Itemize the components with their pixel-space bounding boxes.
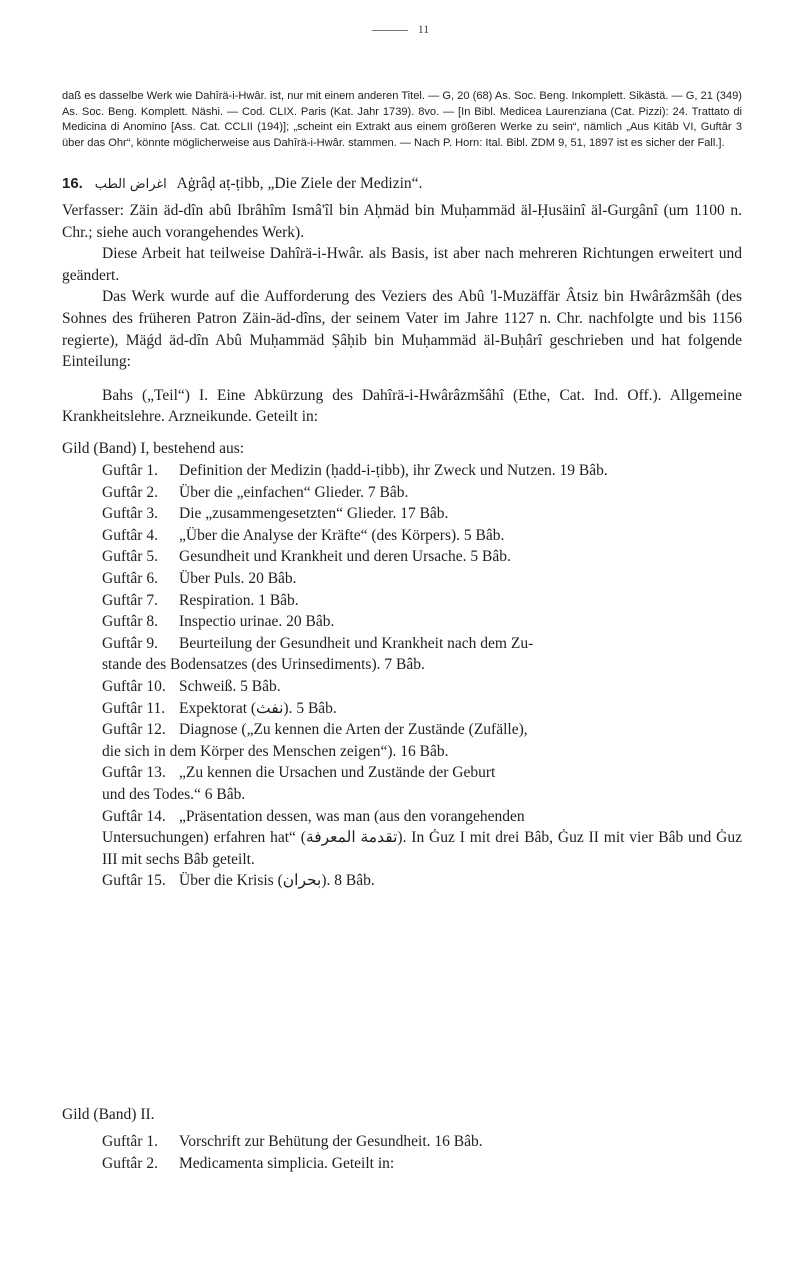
list-item-continuation: die sich in dem Körper des Menschen zeigen“). 16 Bâb. bbox=[102, 742, 449, 760]
list-item bbox=[102, 482, 742, 504]
list-item-text: Respiration. 1 Bâb. bbox=[179, 591, 299, 609]
list-item-label: Guftâr 15. bbox=[102, 872, 166, 890]
entry-arabic-title: اغراض الطب bbox=[94, 177, 167, 192]
page-number-rule bbox=[372, 30, 408, 31]
list-item-text: Schweiß. 5 Bâb. bbox=[179, 677, 281, 695]
list-item bbox=[102, 633, 742, 655]
list-item-text: „Über die Analyse der Kräfte“ (des Körpers). 5 Bâb. bbox=[179, 526, 505, 544]
list-item-label: Guftâr 5. bbox=[102, 548, 158, 566]
list-item-continuation: stande des Bodensatzes (des Urinsediments). 7 Bâb. bbox=[102, 656, 425, 674]
list-item-text: Diagnose („Zu kennen die Arten der Zustände (Zufälle), bbox=[179, 721, 528, 739]
list-item bbox=[102, 1153, 742, 1175]
list-item bbox=[102, 590, 742, 612]
entry-title: Aġrâḍ aṭ-ṭibb, „Die Ziele der Medizin“. bbox=[176, 175, 423, 192]
list-item bbox=[102, 503, 742, 525]
list-item-continuation: und des Todes.“ 6 Bâb. bbox=[102, 785, 246, 803]
list-item bbox=[102, 1131, 742, 1153]
entry-number: 16. bbox=[62, 175, 83, 192]
list-item-label: Guftâr 6. bbox=[102, 569, 158, 587]
list-item-label: Guftâr 1. bbox=[102, 1133, 158, 1150]
gild1-list bbox=[102, 460, 742, 892]
origin-paragraph: Das Werk wurde auf die Aufforderung des Veziers des Abû 'l-Muzäffär Âtsiz bin Hwârâzmšâh (des Sohnes des früheren Patron Zäin-äd-dîns, der seinem Vater im Jahre 1127 n. Chr. nachfolgte und bis 1156 regierte), Mäǵd äd-dîn Abû Muḥammäd Ṣâḥib bin Muḥammäd äl-Buḥârî geschrieben und hat folgende Einteilung: bbox=[62, 288, 742, 371]
bahs-paragraph: Bahs („Teil“) I. Eine Abkürzung des Dahîrä-i-Hwârâzmšâhî (Ethe, Cat. Ind. Off.). Allgemeine Krankheitslehre. Arzneikunde. Geteilt in: bbox=[62, 386, 742, 426]
list-item bbox=[102, 806, 742, 828]
gild2-heading: Gild (Band) II. bbox=[62, 1106, 155, 1123]
list-item bbox=[102, 698, 742, 720]
list-item-text: Gesundheit und Krankheit und deren Ursache. 5 Bâb. bbox=[179, 548, 511, 566]
list-item-label: Guftâr 8. bbox=[102, 613, 158, 631]
author-paragraph: Verfasser: Zäin äd-dîn abû Ibrâhîm Ismâ'îl bin Aḥmäd bin Muḥammäd äl-Ḥusäinî äl-Gurgânî (um 1100 n. Chr.; siehe auch vorangehendes Werk). bbox=[62, 202, 742, 241]
list-item-text: Inspectio urinae. 20 Bâb. bbox=[179, 613, 335, 631]
list-item bbox=[102, 762, 742, 784]
list-item-text: Über die Krisis (بحران). 8 Bâb. bbox=[179, 872, 375, 890]
list-item-label: Guftâr 11. bbox=[102, 699, 166, 717]
list-item bbox=[102, 546, 742, 568]
list-item-text: Expektorat (نفث). 5 Bâb. bbox=[179, 699, 337, 717]
list-item-label: Guftâr 2. bbox=[102, 1154, 158, 1172]
list-item-text: Beurteilung der Gesundheit und Krankheit nach dem Zu- bbox=[179, 634, 534, 652]
list-item bbox=[102, 870, 742, 892]
list-item-label: Guftâr 14. bbox=[102, 807, 166, 825]
list-item bbox=[102, 568, 742, 590]
list-item-text: „Zu kennen die Ursachen und Zustände der Geburt bbox=[179, 764, 496, 782]
page-number bbox=[0, 22, 801, 37]
list-item-label: Guftâr 13. bbox=[102, 764, 166, 782]
list-item-label: Guftâr 9. bbox=[102, 634, 158, 652]
list-item-text: Über Puls. 20 Bâb. bbox=[179, 569, 297, 587]
list-item-text: „Präsentation dessen, was man (aus den vorangehenden bbox=[179, 807, 525, 825]
list-item-label: Guftâr 12. bbox=[102, 721, 166, 739]
gild1-heading: Gild (Band) I, bestehend aus: bbox=[62, 440, 245, 457]
list-item bbox=[102, 611, 742, 633]
page-number-text: 11 bbox=[417, 22, 430, 36]
list-item bbox=[102, 676, 742, 698]
list-item-label: Guftâr 3. bbox=[102, 505, 158, 523]
footnote-continuation: daß es dasselbe Werk wie Dahîrä-i-Hwâr. ist, nur mit einem anderen Titel. — G, 20 (68) As. Soc. Beng. Inkomplett. Sikästä. — G, 21 (349) As. Soc. Beng. Komplett. Näshi. — Cod. CLIX. Paris (Kat. Jahr 1739). 8vo. — [In Bibl. Medicea Laurenziana (Cat. Pizzi): 24. Trattato di Medicina di Anomino [Ass. Cat. CCLII (194)]; „scheint ein Extrakt aus einem größeren Werke zu sein“, nämlich „Aus Kitâb VI, Guftâr 3 über das Ohr“, könnte möglicherweise aus Dahîrä-i-Hwâr. stammen. — Nach P. Horn: Ital. Bibl. ZDM 9, 51, 1897 ist es sicher der Fall.]. bbox=[62, 90, 742, 149]
list-item-label: Guftâr 2. bbox=[102, 483, 158, 501]
list-item-text: Die „zusammengesetzten“ Glieder. 17 Bâb. bbox=[179, 505, 449, 523]
list-item-text: Vorschrift zur Behütung der Gesundheit. 16 Bâb. bbox=[179, 1133, 483, 1150]
list-item-text: Über die „einfachen“ Glieder. 7 Bâb. bbox=[179, 483, 409, 501]
gild2-list bbox=[102, 1131, 742, 1174]
list-item-continuation: Untersuchungen) erfahren hat“ (تقدمة المعرفة). In Ġuz I mit drei Bâb, Ġuz II mit vier Bâb und Ġuz III mit sechs Bâb geteilt. bbox=[102, 829, 742, 868]
list-item bbox=[102, 719, 742, 741]
list-item-text: Medicamenta simplicia. Geteilt in: bbox=[179, 1154, 395, 1172]
body-paragraphs bbox=[62, 200, 742, 428]
list-item bbox=[102, 460, 742, 482]
list-item-label: Guftâr 1. bbox=[102, 462, 158, 479]
list-item-label: Guftâr 7. bbox=[102, 591, 158, 609]
list-item-label: Guftâr 10. bbox=[102, 677, 166, 695]
basis-paragraph: Diese Arbeit hat teilweise Dahîrä-i-Hwâr. als Basis, ist aber nach mehreren Richtungen erweitert und geändert. bbox=[62, 245, 742, 284]
entry-heading bbox=[62, 174, 742, 195]
list-item bbox=[102, 525, 742, 547]
list-item-text: Definition der Medizin (ḥadd-i-ṭibb), ihr Zweck und Nutzen. 19 Bâb. bbox=[179, 462, 608, 479]
list-item-label: Guftâr 4. bbox=[102, 526, 158, 544]
